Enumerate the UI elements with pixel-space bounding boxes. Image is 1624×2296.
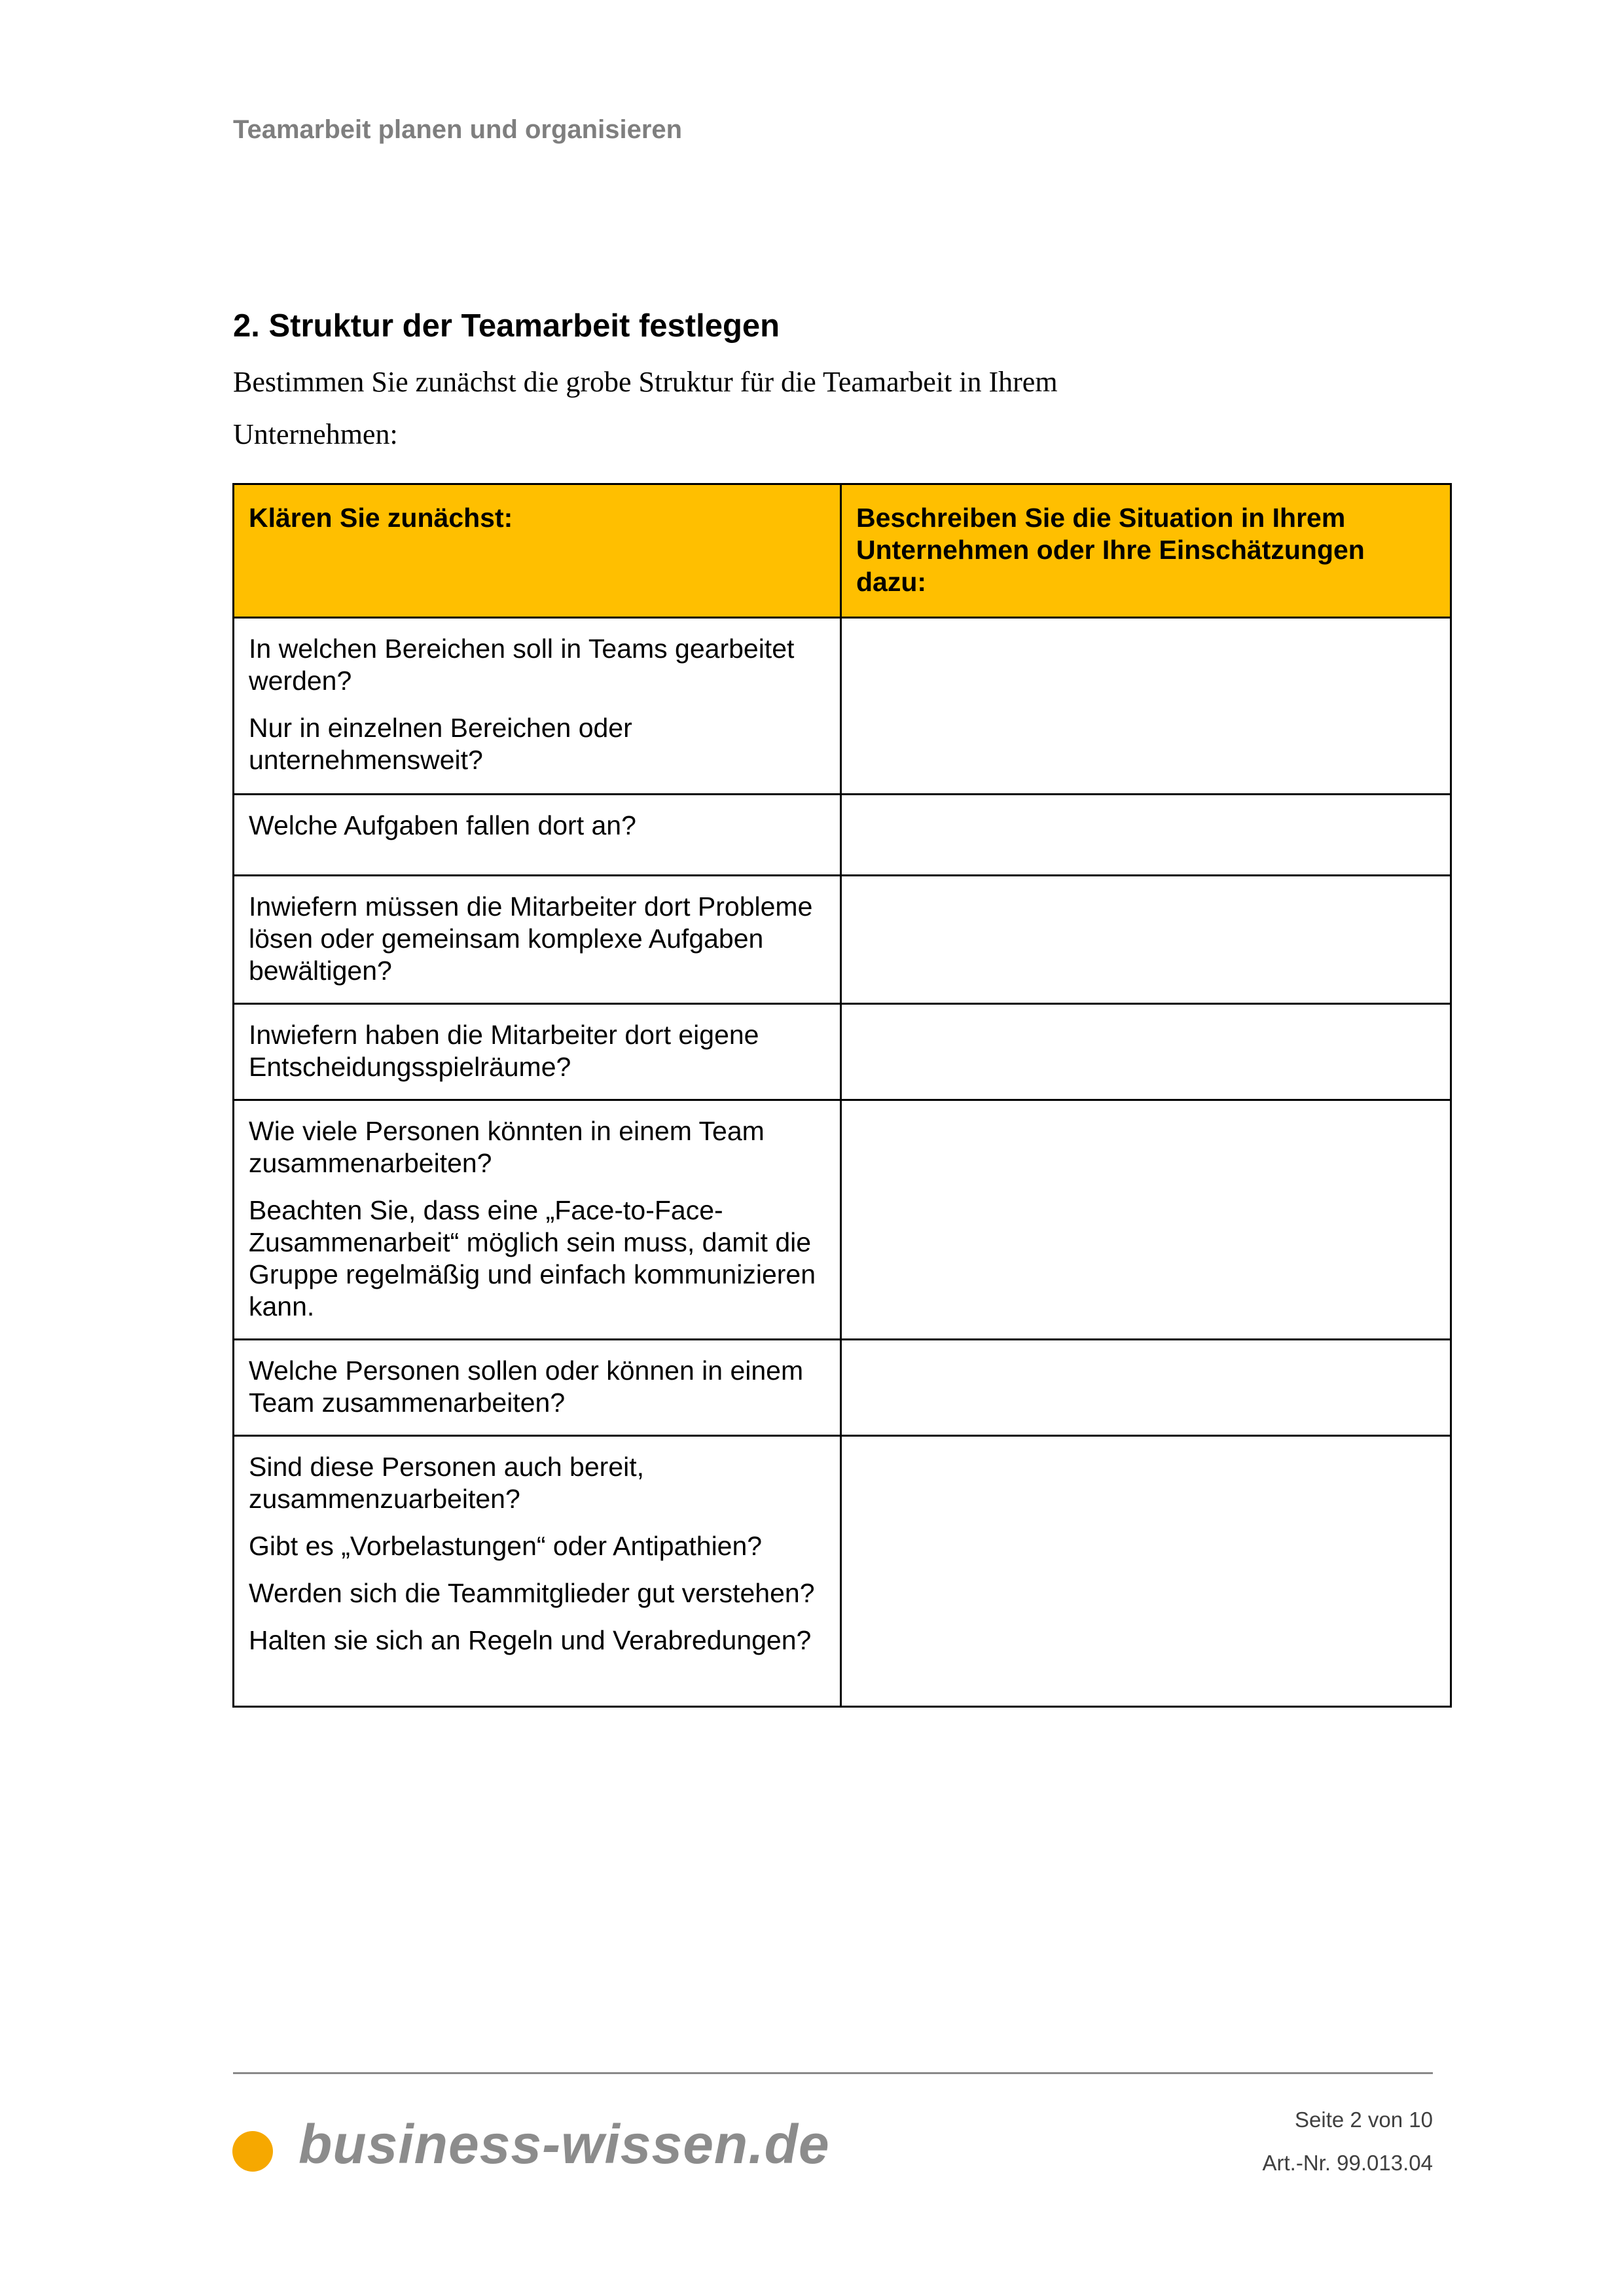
answer-cell[interactable] — [841, 1436, 1451, 1707]
question-cell — [234, 618, 841, 795]
article-number: Art.-Nr. 99.013.04 — [1262, 2151, 1433, 2175]
answer-cell[interactable] — [841, 876, 1451, 1004]
question-text: Nur in einzelnen Bereichen oder unternehmensweit? — [249, 713, 632, 775]
intro-text-line-1: Bestimmen Sie zunächst die grobe Struktur für die Teamarbeit in Ihrem — [233, 366, 1058, 398]
header-cell-answers: Beschreiben Sie die Situation in Ihrem Unternehmen oder Ihre Einschätzungen dazu: — [841, 484, 1451, 618]
section-heading: 2. Struktur der Teamarbeit festlegen — [233, 308, 780, 344]
question-cell — [234, 876, 841, 1004]
answer-cell[interactable] — [841, 1004, 1451, 1100]
question-text: Inwiefern haben die Mitarbeiter dort eigene Entscheidungsspielräume? — [249, 1020, 759, 1082]
table-row — [234, 1100, 1451, 1340]
table-row — [234, 1436, 1451, 1707]
logo-wordmark[interactable]: business-wissen.de — [298, 2113, 830, 2175]
question-text: Wie viele Personen könnten in einem Team zusammenarbeiten? — [249, 1116, 765, 1178]
question-text: Werden sich die Teammitglieder gut verstehen? — [249, 1578, 815, 1608]
table-row — [234, 618, 1451, 795]
question-text: Gibt es „Vorbelastungen“ oder Antipathien? — [249, 1531, 763, 1561]
worksheet-table — [232, 483, 1452, 1708]
table-row — [234, 1340, 1451, 1436]
question-text: Welche Personen sollen oder können in einem Team zusammenarbeiten? — [249, 1355, 804, 1418]
question-text: Welche Aufgaben fallen dort an? — [249, 810, 636, 840]
answer-cell[interactable] — [841, 618, 1451, 795]
question-text: In welchen Bereichen soll in Teams gearbeitet werden? — [249, 634, 795, 696]
answer-cell[interactable] — [841, 795, 1451, 876]
question-cell — [234, 1004, 841, 1100]
answer-cell[interactable] — [841, 1340, 1451, 1436]
footer-divider — [233, 2072, 1433, 2074]
question-text: Inwiefern müssen die Mitarbeiter dort Probleme lösen oder gemeinsam komplexe Aufgaben bewältigen? — [249, 891, 813, 986]
question-cell — [234, 1436, 841, 1707]
logo-dot-icon — [232, 2131, 273, 2172]
intro-text-line-2: Unternehmen: — [233, 418, 398, 450]
question-cell — [234, 1340, 841, 1436]
question-text: Beachten Sie, dass eine „Face-to-Face-Zusammenarbeit“ möglich sein muss, damit die Gruppe regelmäßig und einfach kommunizieren kann. — [249, 1195, 816, 1321]
question-text: Halten sie sich an Regeln und Verabredungen? — [249, 1625, 812, 1655]
answer-cell[interactable] — [841, 1100, 1451, 1340]
table-header-row — [234, 484, 1451, 618]
table-row — [234, 876, 1451, 1004]
table-row — [234, 1004, 1451, 1100]
page-number: Seite 2 von 10 — [1295, 2108, 1433, 2132]
header-cell-questions: Klären Sie zunächst: — [234, 484, 841, 618]
table-row — [234, 795, 1451, 876]
document-header-title: Teamarbeit planen und organisieren — [233, 115, 683, 144]
question-cell — [234, 1100, 841, 1340]
question-text: Sind diese Personen auch bereit, zusammenzuarbeiten? — [249, 1452, 645, 1514]
question-cell — [234, 795, 841, 876]
